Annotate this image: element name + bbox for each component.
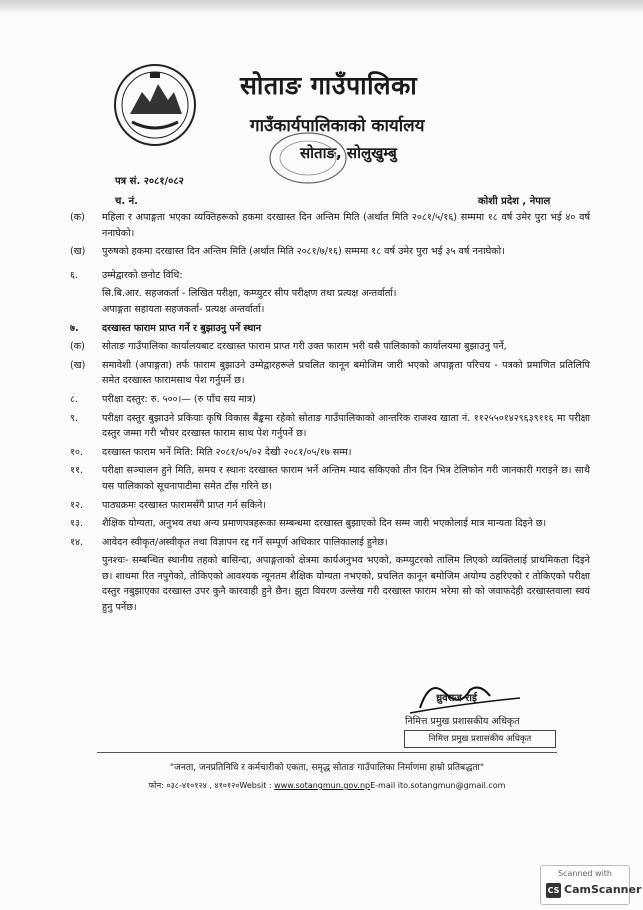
signatory-title: निमित्त प्रमुख प्रशासकीय अधिकृत	[405, 716, 520, 727]
dispatch-number: च. नं.	[115, 196, 138, 207]
signatory-name: ध्रुवराज राई	[436, 693, 477, 704]
list-item: १२. पाठ्यक्रमः दरखास्त फारामसँगै प्राप्त गर्न सकिने।	[70, 499, 266, 511]
list-item: १०. दरखास्त फाराम भर्ने मिति: मिति २०८१/०५/०२ देखी २०८१/०५/१७ सम्म।	[70, 446, 352, 458]
list-item: १३. शैक्षिक योग्यता, अनुभव तथा अन्य प्रमाणपत्रहरूका सम्बन्धमा दरखास्त बुझाएको दिन सम्म जारी भएकोलाई मात्र मान्यता दिइने छ।	[70, 518, 547, 530]
selection-method-line: सि.बि.आर. सहजकर्ता - लिखित परीक्षा, कम्प्युटर सीप परीक्षण तथा प्रत्यक्ष अन्तर्वार्ता।	[102, 288, 397, 300]
footer-contact: फोन: ०३८-४१०१२४ , ४१०१२०Websit : www.sotangmun.gov.npE-mail ito.sotangmun@gmail.com	[148, 781, 506, 790]
camscanner-logo-icon: CS	[546, 883, 561, 898]
list-item: ७. दरखास्त फाराम प्राप्त गर्ने र बुझाउनु पर्ने स्थान	[70, 322, 262, 334]
office-subtitle: गाउँकार्यपालिकाको कार्यालय	[250, 116, 425, 136]
round-stamp-icon	[268, 130, 348, 185]
footer-divider	[97, 752, 557, 753]
footer-motto: "जनता, जनप्रतिनिधि र कर्मचारीको एकता, समृद्ध सोताङ गाउँपालिका निर्माणमा हाम्रो प्रतिबद्धता"	[170, 763, 484, 773]
scan-shadow	[0, 0, 643, 14]
office-address: सोताङ, सोलुखुम्बु	[300, 144, 397, 162]
list-item: ११. परीक्षा सञ्चालन हुने मिति, समय र स्थानः दरखास्त फाराम भर्ने अन्तिम म्याद सकिएको तीन दिन भित्र टेलिफोन गरी जानकारी गराइने छ। साथै यस पालिकाको सूचनापाटीमा समेत टाँस गरिने छ।	[70, 465, 590, 492]
postscript-note: पुनश्चः- सम्बन्धित स्थानीय तहको बासिन्दा, अपाङ्गताको क्षेत्रमा कार्यअनुभव भएको, कम्प्युटरको तालिम लिएको व्यक्तिलाई प्राथमिकता दिइने छ। शाथमा रित नपुगेको, तोकिएको आवश्यक न्यूनतम शैक्षिक योग्यता नभएको, प्रचलित कानून बमोजिम अयोग्य ठहरिएको र तोकिएको परीक्षा दस्तुर नबुझाएका दरखास्त उपर कुनै कारवाही हुने छैन। झुटा विवरण उल्लेख गरी दरखास्त फाराम भरेमा सो को जवाफदेही दरखास्तवाला स्वयं हुनु पर्नेछ।	[102, 555, 590, 614]
signature-stamp: निमित्त प्रमुख प्रशासकीय अधिकृत	[404, 730, 556, 748]
camscanner-watermark: Scanned with CS CamScanner	[540, 865, 630, 905]
list-item: (ख) पुरुषको हकमा दरखास्त दिन अन्तिम मिति (अर्थात मिति २०८१/७/१६) सम्ममा १८ वर्ष उमेर पुरा भई ३५ वर्ष ननाघेको।	[70, 246, 505, 258]
selection-method-line: अपाङ्गता सहायता सहजकर्ता- प्रत्यक्ष अन्तर्वार्ता।	[102, 303, 265, 315]
ref-number: पत्र सं. २०८१/०८२	[115, 176, 184, 187]
website-link[interactable]: www.sotangmun.gov.np	[274, 781, 371, 790]
list-item: (क) सोताङ गाउँपालिका कार्यालयबाट दरखास्त फाराम प्राप्त गरी उक्त फाराम भरी यसै पालिकाको कार्यालयमा बुझाउनु पर्ने,	[70, 341, 507, 353]
list-item: (क) महिला र अपाङ्गता भएका व्यक्तिहरूको हकमा दरखास्त दिन अन्तिम मिति (अर्थात मिति २०८१/५/१६) सम्ममा १८ वर्ष उमेर पुरा भई ४० वर्ष ननाघेको।	[70, 212, 590, 239]
list-item: ६. उम्मेद्वारको छनोट विधि:	[70, 269, 183, 281]
list-item: (ख) समावेशी (अपाङ्गता) तर्फ फाराम बुझाउने उम्मेद्वारहरूले प्रचलित कानून बमोजिम जारी भएको अपाङ्गता परिचय - पत्रको प्रमाणित प्रतिलिपि समेत दरखास्त फारामसाथ पेश गर्नुपर्ने छ।	[70, 359, 590, 387]
list-item: ८. परीक्षा दस्तुर: रु. ५००।— (रु पाँच सय मात्र)	[70, 393, 256, 405]
nepal-emblem-icon	[112, 62, 198, 148]
list-item: १४. आवेदन स्वीकृत/अस्वीकृत तथा विज्ञापन रद्द गर्ने सम्पूर्ण अधिकार पालिकालाई हुनेछ।	[70, 536, 388, 548]
notice-body	[70, 210, 590, 616]
list-item: ९. परीक्षा दस्तुर बुझाउने प्रकियाः कृषि विकास बैंङ्कमा रहेको सोताङ गाउँपालिकाको आन्तरिक राजश्व खाता नं. ११२५५०१४२९६३९११६ मा परीक्षा दस्तुर जम्मा गरी भौचर दरखास्त फाराम साथ पेश गर्नुपर्ने छ।	[70, 412, 590, 440]
province-label: कोशी प्रदेश , नेपाल	[478, 196, 551, 207]
page-title: सोताङ गाउँपालिका	[240, 71, 418, 100]
